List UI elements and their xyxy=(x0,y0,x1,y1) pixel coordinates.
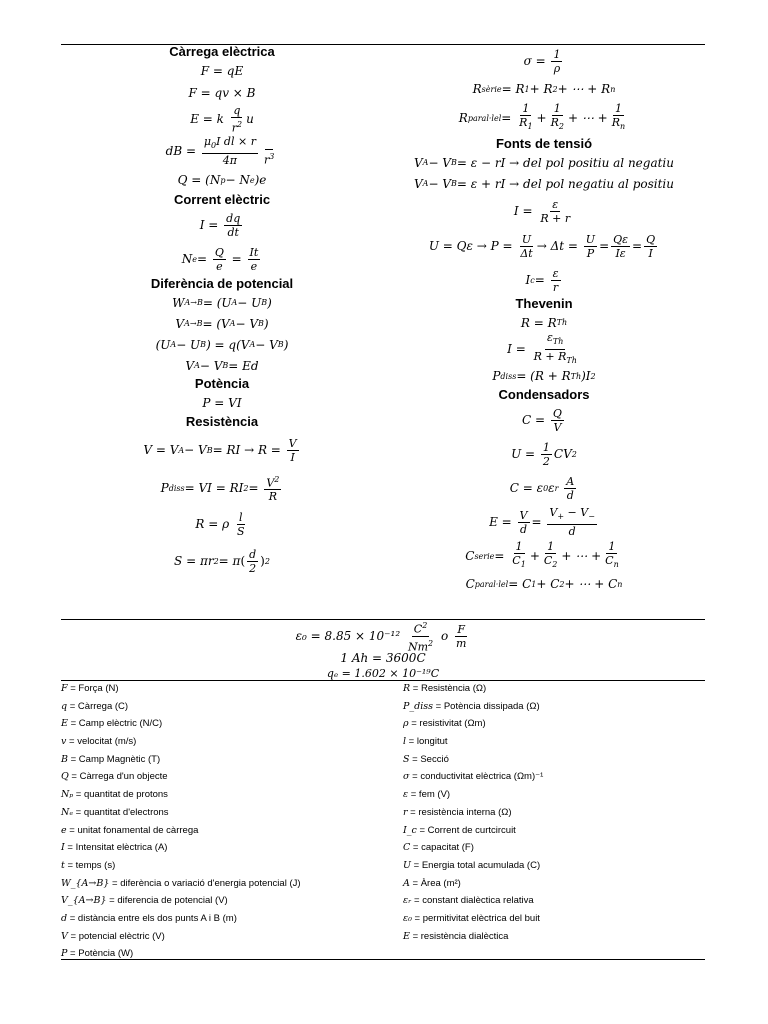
formula-parallel-resistance: R paral·lel = $\frac{1}{R_1}$ + $\frac{1}{R_2}$ + ⋯ + $\frac{1}{R_n}$ xyxy=(458,102,626,132)
formula-electron-count: N e = $\frac{Q}{e}$ = $\frac{It}{e}$ xyxy=(181,245,259,273)
formula-ohm: V = V A − V B = RI → R = $\frac{V}{I}$ xyxy=(143,436,297,464)
legend-symbol: Nₚ xyxy=(61,789,74,801)
legend-description: = quantitat d'electrons xyxy=(73,806,169,818)
legend-row xyxy=(403,839,725,857)
legend-row xyxy=(403,804,725,822)
right-column xyxy=(383,44,705,595)
legend-description: = fem (V) xyxy=(408,789,451,801)
formula-lorentz: F = qv × B xyxy=(188,86,256,100)
legend-row xyxy=(61,768,383,786)
legend-description: = Corrent de curtcircuit xyxy=(416,824,516,836)
legend-symbol: v xyxy=(61,736,67,748)
legend-symbol: e xyxy=(61,824,67,836)
epsilon0-value: ε₀ = 8.85 × 10⁻¹² xyxy=(295,629,401,643)
formula-conductivity: σ = $\frac{1}{\rho}$ xyxy=(523,47,561,75)
formula-thevenin-i: I = $\frac{\varepsilon_{Th}}{R + R_{Th}}$ xyxy=(507,331,577,365)
legend-row xyxy=(403,768,725,786)
legend-symbol: V_{A→B} xyxy=(61,895,107,907)
legend-row xyxy=(403,751,725,769)
legend-symbol: P_diss xyxy=(403,700,434,712)
legend-symbol: R xyxy=(403,683,411,694)
legend-row xyxy=(403,733,725,751)
legend-symbol: I_c xyxy=(403,824,417,836)
formula-voltage: V A→B = (V A − V B ) xyxy=(175,316,269,331)
constant-electron-charge: qₑ = 1.602 × 10⁻¹⁹C xyxy=(326,666,440,680)
legend-row xyxy=(61,786,383,804)
legend-row xyxy=(403,892,725,910)
legend-description: = diferencia de potencial (V) xyxy=(106,895,228,907)
legend-description: = Secció xyxy=(409,753,449,765)
legend-description: = unitat fonamental de càrrega xyxy=(66,824,199,836)
legend-description: = resistència interna (Ω) xyxy=(407,806,512,818)
legend-row xyxy=(61,715,383,733)
heading-charge: Càrrega elèctrica xyxy=(169,44,275,59)
legend-row xyxy=(403,822,725,840)
formula-source-discharge: V A − V B = ε − rI → del pol positiu al negatiu xyxy=(413,155,674,170)
legend-description: = permitivitat elèctrica del buit xyxy=(411,912,540,924)
legend-row xyxy=(403,875,725,893)
legend-description: = constant dialèctica relativa xyxy=(411,895,534,907)
legend-description: = Energia total acumulada (C) xyxy=(411,859,541,871)
heading-sources: Fonts de tensió xyxy=(495,136,593,151)
legend-symbol: q xyxy=(61,700,68,712)
legend-description: = Força (N) xyxy=(67,683,119,694)
legend-description: = Camp elèctric (N/C) xyxy=(67,718,163,730)
legend-symbol: P xyxy=(61,948,68,960)
legend-symbol: U xyxy=(403,859,412,871)
legend-row xyxy=(61,910,383,928)
formula-capacitance: C = $\frac{Q}{V}$ xyxy=(522,406,562,434)
legend-description: = temps (s) xyxy=(64,859,116,871)
heading-power: Potència xyxy=(194,376,250,391)
legend-description: = resistència dialèctica xyxy=(409,930,509,942)
formula-capacitor-energy: U = $\frac{1}{2}$ CV 2 xyxy=(511,440,577,468)
formula-biot-savart: dB = $\frac{\mu_0I dl \times r}{4\pi}$ $r^3$ xyxy=(165,135,275,167)
constant-epsilon0: ε₀ = 8.85 × 10⁻¹² $\frac{C^2}{Nm^2}$ o $\frac{F}{m}$ xyxy=(295,620,467,654)
legend-description: = Resistència (Ω) xyxy=(410,683,487,694)
heading-current: Corrent elèctric xyxy=(173,192,271,207)
heading-potential: Diferència de potencial xyxy=(150,276,294,291)
formula-plate-capacitor: C = ε 0 ε r $\frac{A}{d}$ xyxy=(509,474,575,502)
legend-row xyxy=(61,945,383,963)
legend-symbol: W_{A→B} xyxy=(61,877,110,889)
formula-f-qe: F = qE xyxy=(200,64,244,78)
formula-coulomb: E = k $\frac{q}{r^2}$ u xyxy=(190,103,254,135)
legend-row xyxy=(61,892,383,910)
formula-work: W A→B = (U A − U B ) xyxy=(172,295,272,310)
legend-description: = Potència dissipada (Ω) xyxy=(433,700,540,712)
legend-description: = Càrrega d'un objecte xyxy=(68,771,168,783)
legend-symbol: F xyxy=(61,683,68,694)
legend-description: = diferència o variació d'energia potencial (J) xyxy=(109,877,301,889)
legend-symbol: S xyxy=(403,753,410,765)
constant-ampere-hour: 1 Ah = 3600C xyxy=(340,650,426,665)
legend-description: = Àrea (m²) xyxy=(409,877,461,889)
legend-row xyxy=(61,822,383,840)
legend-description: = capacitat (F) xyxy=(410,842,474,854)
formula-thevenin-p: P diss = (R + R Th )I 2 xyxy=(492,369,596,383)
formula-power: P = VI xyxy=(202,396,242,410)
legend-description: = velocitat (m/s) xyxy=(66,736,137,748)
middle-rule xyxy=(61,619,705,620)
legend-symbol: ε xyxy=(403,789,409,801)
formula-dissipated-power: P diss = VI = RI 2 = $\frac{V^2}{R}$ xyxy=(160,474,280,504)
legend-row xyxy=(61,875,383,893)
legend-row xyxy=(61,928,383,946)
legend-row xyxy=(61,839,383,857)
legend-description: = Intensitat elèctrica (A) xyxy=(64,842,168,854)
formula-thevenin-r: R = R Th xyxy=(520,315,568,330)
formula-section: S = πr 2 = π ( $\frac{d}{2}$ ) 2 xyxy=(174,547,270,575)
legend-row xyxy=(403,857,725,875)
legend-symbol: d xyxy=(61,912,68,924)
legend-description: = resistivitat (Ωm) xyxy=(408,718,486,730)
legend-description: = conductivitat elèctrica (Ωm)⁻¹ xyxy=(409,771,544,783)
legend-description: = Camp Magnètic (T) xyxy=(67,753,161,765)
legend-symbol: εᵣ xyxy=(403,895,412,907)
legend-description: = longitut xyxy=(406,736,448,748)
legend-row xyxy=(61,698,383,716)
heading-capacitors: Condensadors xyxy=(498,387,590,402)
legend-symbol: E xyxy=(403,930,410,942)
legend-description: = quantitat de protons xyxy=(73,789,168,801)
legend-symbol: r xyxy=(403,806,408,818)
legend-row xyxy=(61,857,383,875)
heading-thevenin: Thevenin xyxy=(515,296,573,311)
formula-capacitor-field: E = $\frac{V}{d}$ = $\frac{V_+ - V_-}{d}$ xyxy=(489,506,595,538)
legend-symbol: B xyxy=(61,753,68,765)
formula-energy-power: U = Qε → P = $\frac{U}{\Delta t}$ → Δt = $\frac{U}{P}$ = $\frac{Q\varepsilon}{I\varepsilon}$ = $\frac{Q}{I}$ xyxy=(428,232,656,260)
constants-block xyxy=(61,620,705,680)
formula-resistivity: R = ρ $\frac{l}{S}$ xyxy=(195,510,245,538)
legend-left-column xyxy=(61,680,383,963)
legend-description: = distància entre els dos punts A i B (m) xyxy=(67,912,237,924)
formula-energy-voltage: (U A − U B ) = q(V A − V B ) xyxy=(155,337,289,352)
formula-field-voltage: V A − V B = Ed xyxy=(185,358,259,373)
legend-symbol: σ xyxy=(403,771,410,783)
formula-parallel-capacitance: C paral·lel = C 1 + C 2 + ⋯ + C n xyxy=(465,577,623,591)
formula-series-resistance: R sèrie = R 1 + R 2 + ⋯ + R n xyxy=(472,82,616,96)
legend-symbol: Q xyxy=(61,771,69,783)
legend-row xyxy=(403,680,725,698)
legend-right-column xyxy=(403,680,725,945)
formula-circuit-current: I = $\frac{\varepsilon}{R + r}$ xyxy=(513,197,571,225)
legend-row xyxy=(403,910,725,928)
legend-row xyxy=(61,680,383,698)
legend-symbol: I xyxy=(61,842,65,854)
legend-symbol: A xyxy=(403,877,410,889)
legend-description: = Potència (W) xyxy=(67,948,134,960)
formula-current: I = $\frac{dq}{dt}$ xyxy=(199,211,241,239)
formula-source-charge: V A − V B = ε + rI → del pol negatiu al positiu xyxy=(413,176,674,191)
legend-symbol: ε₀ xyxy=(403,912,412,924)
legend-description: = potencial elèctric (V) xyxy=(67,930,165,942)
heading-resistance: Resistència xyxy=(185,414,259,429)
formula-short-circuit: I c = $\frac{\varepsilon}{r}$ xyxy=(525,266,559,294)
legend-symbol: V xyxy=(61,930,68,942)
legend-symbol: t xyxy=(61,859,65,871)
legend-row xyxy=(61,733,383,751)
legend-symbol: ρ xyxy=(403,718,409,730)
legend-description: = Càrrega (C) xyxy=(67,700,129,712)
legend-row xyxy=(403,928,725,946)
formula-sheet xyxy=(61,44,705,960)
legend-row xyxy=(61,751,383,769)
legend-row xyxy=(403,715,725,733)
formula-series-capacitance: C serie = $\frac{1}{C_1}$ + $\frac{1}{C_2}$ + ⋯ + $\frac{1}{C_n}$ xyxy=(465,540,619,570)
source-charge-text: del pol negatiu al positiu xyxy=(523,176,674,191)
legend-symbol: Nₑ xyxy=(61,806,73,818)
source-discharge-text: del pol positiu al negatiu xyxy=(523,155,674,170)
left-column xyxy=(61,44,383,580)
legend-symbol: E xyxy=(61,718,68,730)
legend-symbol: l xyxy=(403,736,407,748)
formula-net-charge: Q = (N p − N e )e xyxy=(177,173,267,187)
legend-row xyxy=(403,786,725,804)
legend-symbol: C xyxy=(403,842,411,854)
legend-row xyxy=(403,698,725,716)
legend-row xyxy=(61,804,383,822)
